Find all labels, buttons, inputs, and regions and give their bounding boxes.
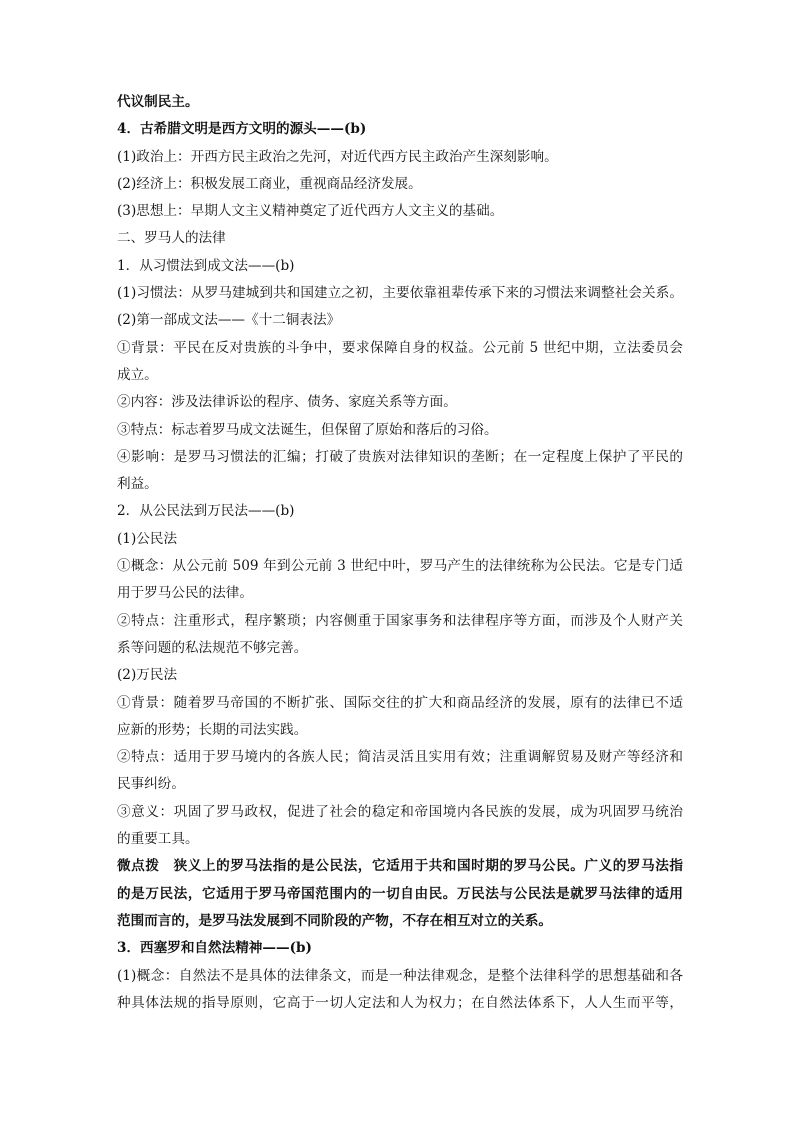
- text-line: (1)公民法: [117, 530, 178, 547]
- text-line: (1)概念：自然法不是具体的法律条文，而是一种法律观念，是整个法律科学的思想基础和各: [117, 967, 683, 984]
- text-line: 范围而言的，是罗马法发展到不同阶段的产物，不存在相互对立的关系。: [117, 912, 552, 929]
- text-line: ③意义：巩固了罗马政权，促进了社会的稳定和帝国境内各民族的发展，成为巩固罗马统治: [117, 803, 683, 820]
- text-line: 的重要工具。: [117, 831, 199, 848]
- text-line: 利益。: [117, 476, 158, 493]
- text-line: ②特点：适用于罗马境内的各族人民；简洁灵活且实用有效；注重调解贸易及财产等经济和: [117, 749, 683, 766]
- text-line: 3．西塞罗和自然法精神——(b): [117, 940, 312, 957]
- text-line: 种具体法规的指导原则，它高于一切人定法和人为权力；在自然法体系下，人人生而平等，: [117, 994, 683, 1011]
- text-line: 1．从习惯法到成文法——(b): [117, 257, 295, 274]
- text-line: 民事纠纷。: [117, 776, 185, 793]
- text-line: 的是万民法，它适用于罗马帝国范围内的一切自由民。万民法与公民法是就罗马法律的适用: [117, 885, 683, 902]
- text-line: ④影响：是罗马习惯法的汇编；打破了贵族对法律知识的垄断；在一定程度上保护了平民的: [117, 448, 683, 465]
- text-line: 微点拨 狭义上的罗马法指的是公民法，它适用于共和国时期的罗马公民。广义的罗马法指: [117, 858, 683, 875]
- text-line: (2)经济上：积极发展工商业，重视商品经济发展。: [117, 175, 422, 192]
- text-line: (1)政治上：开西方民主政治之先河，对近代西方民主政治产生深刻影响。: [117, 148, 558, 165]
- text-line: 成立。: [117, 366, 158, 383]
- text-line: 应新的形势；长期的司法实践。: [117, 721, 308, 738]
- text-line: 代议制民主。: [117, 94, 199, 110]
- text-line: (2)第一部成文法——《十二铜表法》: [117, 312, 341, 329]
- text-line: 2．从公民法到万民法——(b): [117, 503, 295, 520]
- text-line: ①背景：随着罗马帝国的不断扩张、国际交往的扩大和商品经济的发展，原有的法律已不适: [117, 694, 683, 711]
- text-line: ①背景：平民在反对贵族的斗争中，要求保障自身的权益。公元前 5 世纪中期，立法委员会: [117, 339, 683, 356]
- text-line: 4．古希腊文明是西方文明的源头——(b): [117, 121, 367, 138]
- text-line: ②特点：注重形式，程序繁琐；内容侧重于国家事务和法律程序等方面，而涉及个人财产关: [117, 612, 683, 629]
- text-line: 系等问题的私法规范不够完善。: [117, 639, 308, 656]
- text-line: (3)思想上：早期人文主义精神奠定了近代西方人文主义的基础。: [117, 203, 504, 220]
- text-line: 二、罗马人的法律: [117, 230, 226, 247]
- text-line: ②内容：涉及法律诉讼的程序、债务、家庭关系等方面。: [117, 394, 457, 411]
- document-page: [117, 89, 683, 1017]
- text-line: ①概念：从公元前 509 年到公元前 3 世纪中叶，罗马产生的法律统称为公民法。它是专门适: [117, 558, 683, 575]
- text-line: 用于罗马公民的法律。: [117, 585, 253, 602]
- text-line: (1)习惯法：从罗马建城到共和国建立之初，主要依靠祖辈传承下来的习惯法来调整社会关系。: [117, 285, 683, 302]
- text-line: ③特点：标志着罗马成文法诞生，但保留了原始和落后的习俗。: [117, 421, 498, 438]
- text-line: (2)万民法: [117, 667, 178, 684]
